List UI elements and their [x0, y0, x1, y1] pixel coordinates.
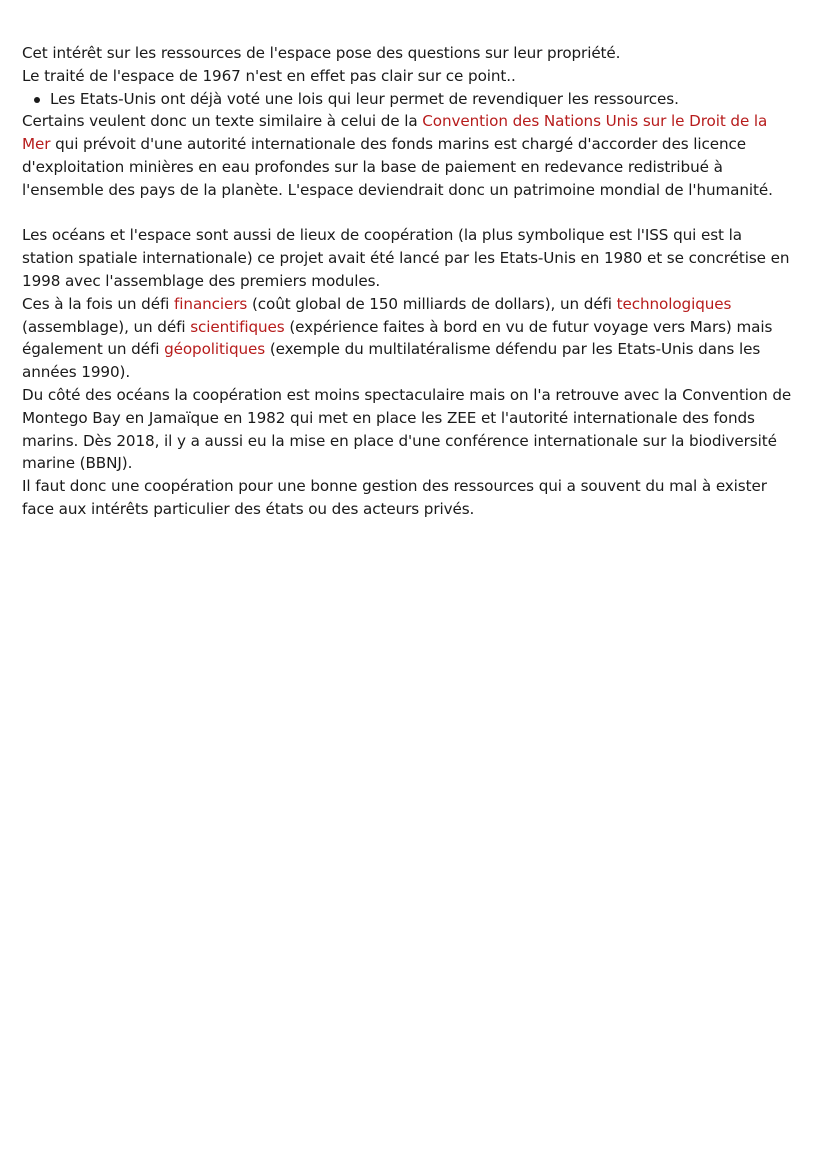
highlight-geopolitiques: géopolitiques	[164, 340, 266, 359]
paragraph-treaty-1967: Le traité de l'espace de 1967 n'est en effet pas clair sur ce point..	[22, 66, 516, 85]
text-segment: Ces à la fois un défi	[22, 294, 175, 313]
highlight-scientifiques: scientifiques	[190, 317, 285, 336]
highlight-convention: Convention des Nations Unis sur le Droit de la Mer	[22, 112, 768, 154]
text-segment: (assemblage), un défi	[22, 317, 191, 336]
paragraph-spacer	[22, 202, 792, 225]
paragraph-challenges	[22, 293, 792, 384]
text-segment: Certains veulent donc un texte similaire à celui de la	[22, 112, 423, 131]
paragraph-cooperation-iss: Les océans et l'espace sont aussi de lieux de coopération (la plus symbolique est l'ISS qui est la station spatiale internationale) ce projet avait été lancé par les Etats-Unis en 1980 et se concrétise en 1998 avec l'assemblage des premiers modules.	[22, 226, 790, 290]
text-segment: (exemple du multilatéralisme défendu par les Etats-Unis dans les années 1990).	[22, 340, 761, 382]
text-segment: qui prévoit d'une autorité internationale des fonds marins est chargé d'accorder des licence d'exploitation minières en eau profondes sur la base de paiement en redevance redistribué à l'ensemble des pays de la planète. L'espace deviendrait donc un patrimoine mondial de l'humanité.	[22, 135, 773, 199]
bullet-item-usa-law: Les Etats-Unis ont déjà voté une lois qui leur permet de revendiquer les ressources.	[22, 88, 792, 111]
paragraph-property-question: Cet intérêt sur les ressources de l'espace pose des questions sur leur propriété.	[22, 44, 621, 62]
bullet-list	[22, 88, 792, 111]
paragraph-conclusion: Il faut donc une coopération pour une bonne gestion des ressources qui a souvent du mal à exister face aux intérêts particulier des états ou des acteurs privés.	[22, 477, 767, 518]
text-segment: (coût global de 150 milliards de dollars), un défi	[247, 294, 617, 313]
document-page	[22, 42, 792, 521]
paragraph-convention	[22, 110, 792, 201]
text-segment: (expérience faites à bord en vu de futur voyage vers Mars) mais également un défi	[22, 317, 773, 359]
highlight-financiers: financiers	[174, 294, 248, 313]
highlight-technologiques: technologiques	[616, 294, 732, 313]
paragraph-oceans-cooperation: Du côté des océans la coopération est moins spectaculaire mais on l'a retrouve avec la Convention de Montego Bay en Jamaïque en 1982 qui met en place les ZEE et l'autorité internationale des fonds marins. Dès 2018, il y a aussi eu la mise en place d'une conférence internationale sur la biodiversité marine (BBNJ).	[22, 385, 792, 473]
